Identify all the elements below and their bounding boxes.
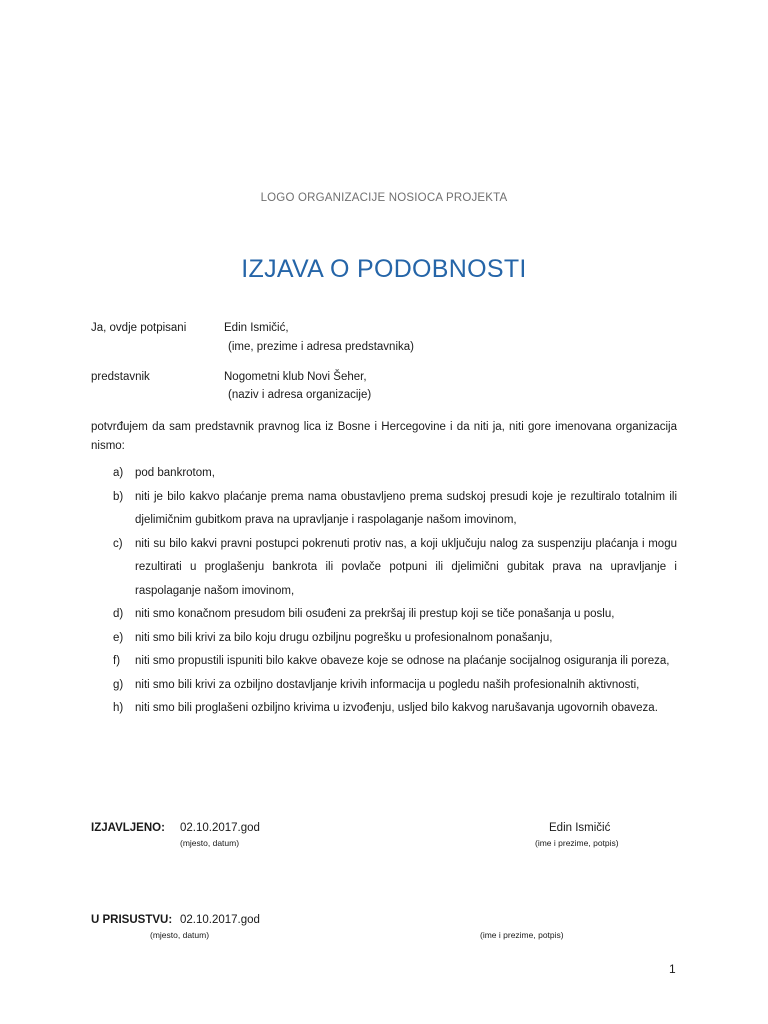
page-title: IZJAVA O PODOBNOSTI: [241, 255, 527, 283]
list-item-text: niti smo konačnom presudom bili osuđeni za prekršaj ili prestup koji se tiče ponašanja u poslu,: [135, 608, 615, 620]
list-item-text: niti je bilo kakvo plaćanje prema nama obustavljeno prema sudskoj presudi koje je rezultiralo totalnim ili djelimičnim gubitkom prava na upravljanje i raspolaganje našom imovinom,: [135, 490, 677, 526]
declaration-list: [91, 462, 677, 721]
list-item: [91, 533, 677, 604]
list-marker: d): [113, 608, 124, 620]
list-item-text: niti smo bili krivi za bilo koju drugu ozbiljnu pogrešku u profesionalnom ponašanju,: [135, 631, 553, 644]
list-item-text: niti smo bili krivi za ozbiljno dostavljanje krivih informacija u pogledu naših profesionalnih aktivnosti,: [135, 678, 640, 691]
representative-label: predstavnik: [91, 371, 150, 383]
page-number: 1: [669, 962, 676, 976]
list-marker: e): [113, 631, 124, 644]
declared-date: 02.10.2017.god: [180, 822, 260, 834]
organization-hint: (naziv i adresa organizacije): [228, 389, 372, 401]
list-item-text: niti smo bili proglašeni ozbiljno krivima u izvođenju, usljed bilo kakvog narušavanja ugovornih obaveza.: [135, 702, 658, 714]
list-item: [91, 697, 677, 721]
organization-name: Nogometni klub Novi Šeher,: [224, 371, 367, 383]
signatory-label: Ja, ovdje potpisani: [91, 322, 187, 334]
list-marker: h): [113, 702, 124, 714]
list-marker: b): [113, 490, 124, 503]
declared-place-hint: (mjesto, datum): [180, 838, 240, 848]
list-item: [91, 462, 677, 486]
list-item-text: niti su bilo kakvi pravni postupci pokrenuti protiv nas, a koji uključuju nalog za suspenziju plaćanja i mogu rezultirati u proglašenju bankrota ili povlače potpuni ili djelimični gubitak prava na upravljanje i raspolaganje našom imovinom,: [135, 537, 677, 597]
list-marker: a): [113, 467, 124, 479]
list-item-text: pod bankrotom,: [135, 467, 215, 479]
list-marker: c): [113, 537, 123, 550]
list-item: [91, 486, 677, 533]
declared-signer-name: Edin Ismičić: [549, 822, 611, 834]
logo-placeholder: LOGO ORGANIZACIJE NOSIOCA PROJEKTA: [260, 192, 508, 204]
list-marker: f): [113, 655, 121, 667]
list-marker: g): [113, 678, 124, 691]
list-item: [91, 627, 677, 651]
witness-date: 02.10.2017.god: [180, 914, 260, 926]
list-item-text: niti smo propustili ispuniti bilo kakve obaveze koje se odnose na plaćanje socijalnog osiguranja ili poreza,: [135, 655, 670, 667]
declared-signer-hint: (ime i prezime, potpis): [535, 838, 619, 848]
witness-place-hint: (mjesto, datum): [150, 930, 210, 940]
list-item: [91, 650, 677, 674]
list-item: [91, 674, 677, 698]
signatory-hint: (ime, prezime i adresa predstavnika): [228, 341, 414, 353]
witness-label: U PRISUSTVU:: [91, 914, 173, 926]
declared-label: IZJAVLJENO:: [91, 822, 165, 834]
witness-signer-hint: (ime i prezime, potpis): [480, 930, 564, 940]
intro-paragraph: potvrđujem da sam predstavnik pravnog lica iz Bosne i Hercegovine i da niti ja, niti gore imenovana organizacija nismo:: [91, 421, 677, 452]
signatory-name: Edin Ismičić,: [224, 322, 289, 334]
list-item: [91, 603, 677, 627]
